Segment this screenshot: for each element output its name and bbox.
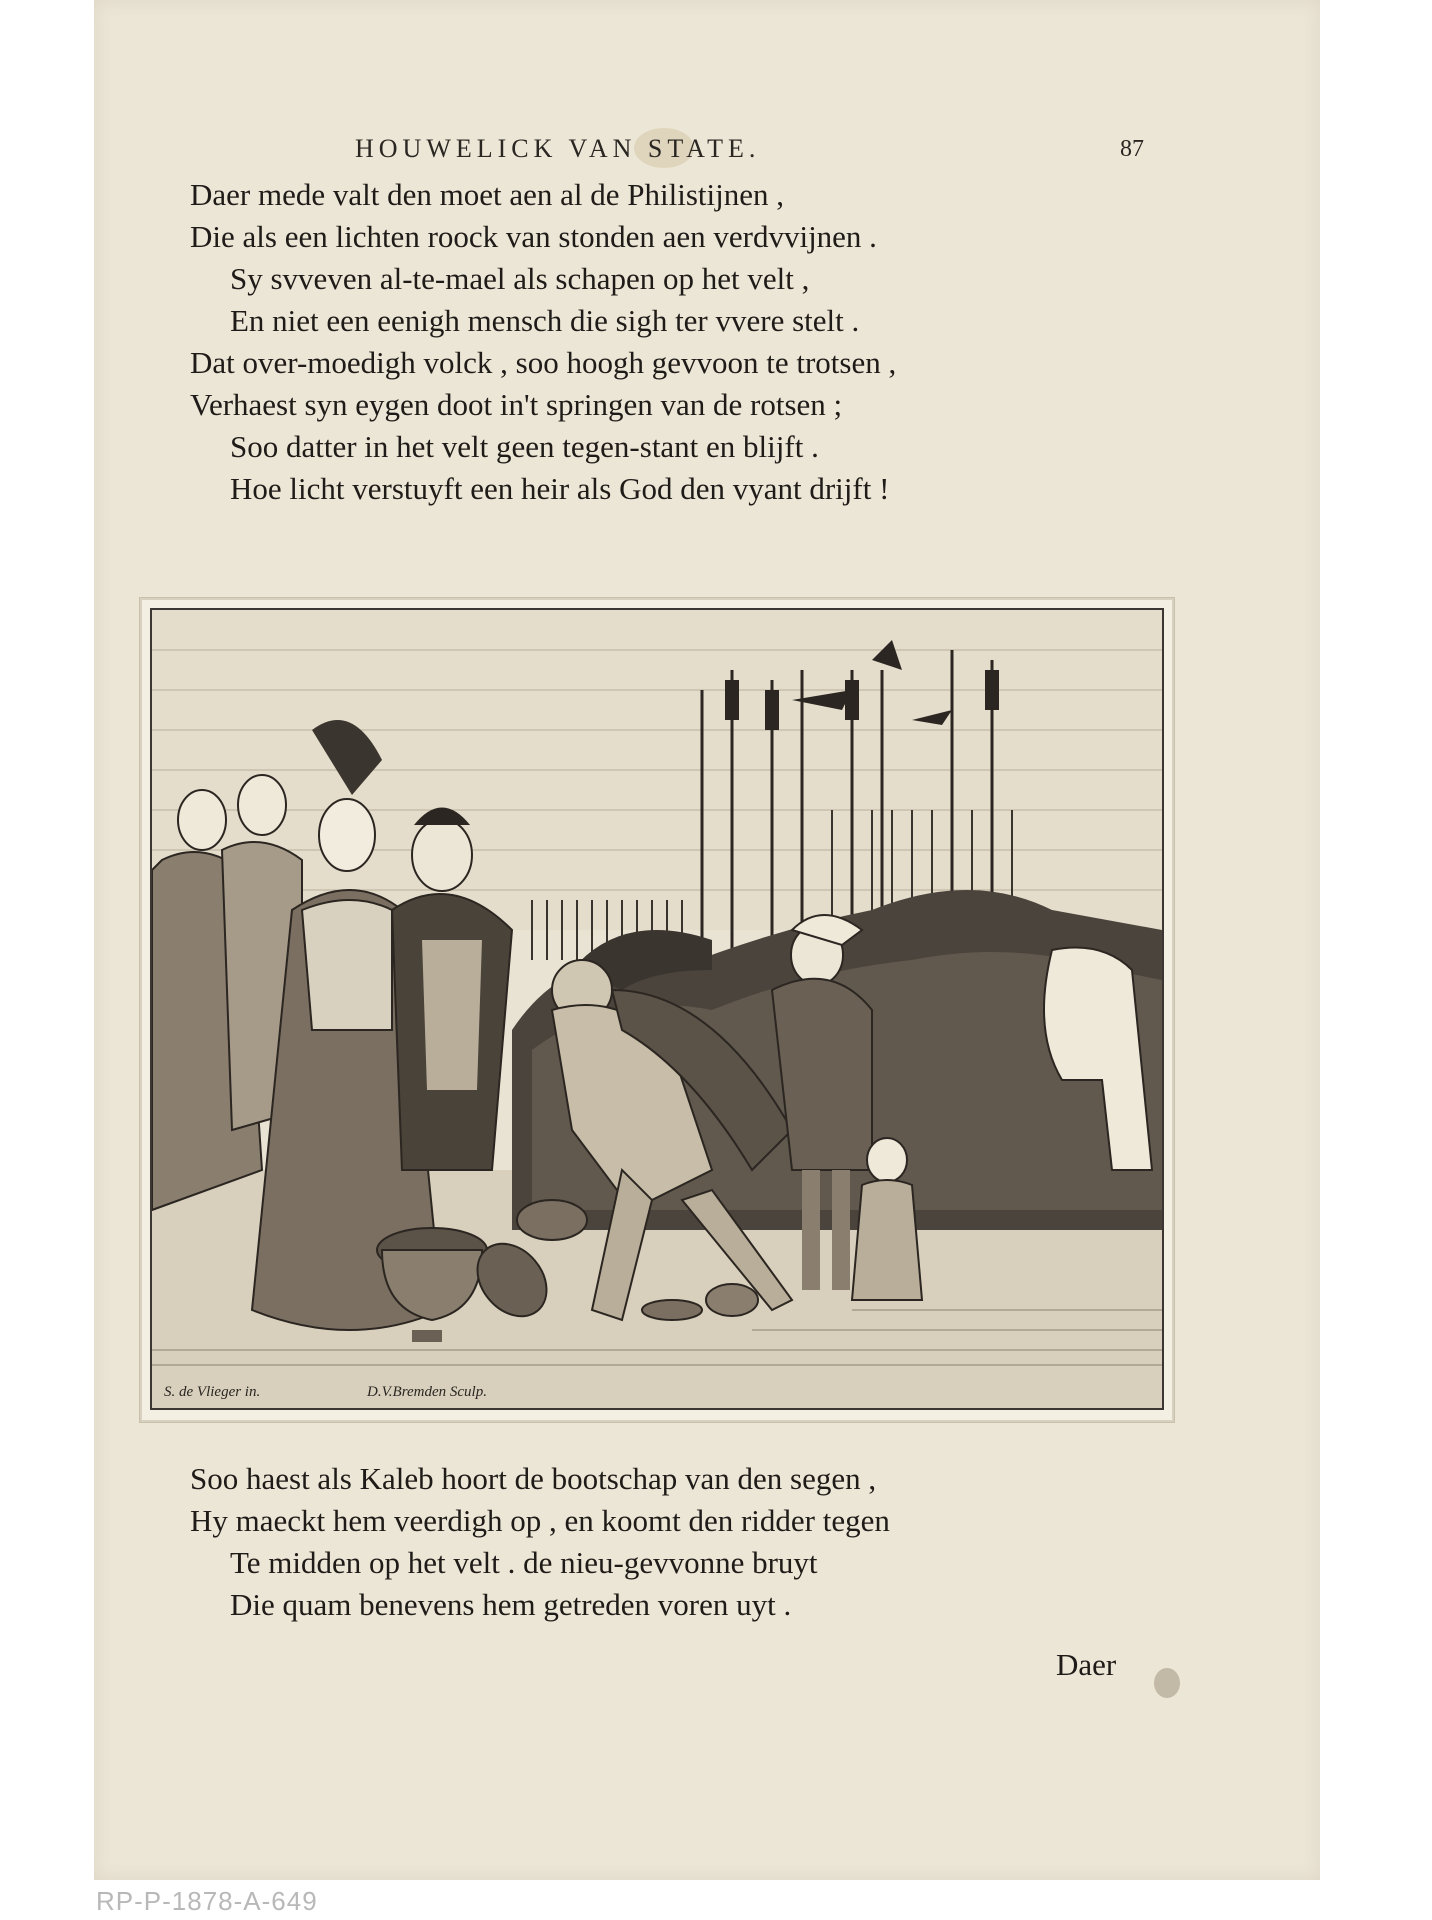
verse-line: Dat over-moedigh volck , soo hoogh gevvoon te trotsen , [190,345,897,380]
designer-credit: S. de Vlieger in. [164,1384,261,1400]
top-verse [190,174,1190,510]
verse-line: Te midden op het velt . de nieu-gevvonne bruyt [230,1545,818,1580]
inventory-number: RP-P-1878-A-649 [96,1886,318,1916]
engraver-credit: D.V.Bremden Sculp. [367,1384,487,1400]
catchword: Daer [1056,1647,1117,1682]
verse-line: Die quam benevens hem getreden voren uyt . [230,1587,792,1622]
engraving-illustration [152,610,1162,1408]
paper-spot [1154,1668,1180,1698]
verse-line: Soo haest als Kaleb hoort de bootschap van den segen , [190,1461,877,1496]
verse-line: Soo datter in het velt geen tegen-stant en blijft . [230,429,819,464]
verse-line: Verhaest syn eygen doot in't springen van de rotsen ; [190,387,843,422]
verse-line: En niet een eenigh mensch die sigh ter vvere stelt . [230,303,860,338]
bottom-verse [190,1458,1190,1626]
engraving-plate [140,598,1174,1422]
verse-line: Hoe licht verstuyft een heir als God den vyant drijft ! [230,471,890,506]
verse-line: Daer mede valt den moet aen al de Philistijnen , [190,177,784,212]
verse-line: Sy svveven al-te-mael als schapen op het velt , [230,261,810,296]
verse-line: Hy maeckt hem veerdigh op , en koomt den ridder tegen [190,1503,890,1538]
page-number: 87 [1120,136,1144,162]
engraving-image [150,608,1164,1410]
running-header: HOUWELICK VAN STATE. [355,134,761,163]
verse-line: Die als een lichten roock van stonden aen verdvvijnen . [190,219,877,254]
